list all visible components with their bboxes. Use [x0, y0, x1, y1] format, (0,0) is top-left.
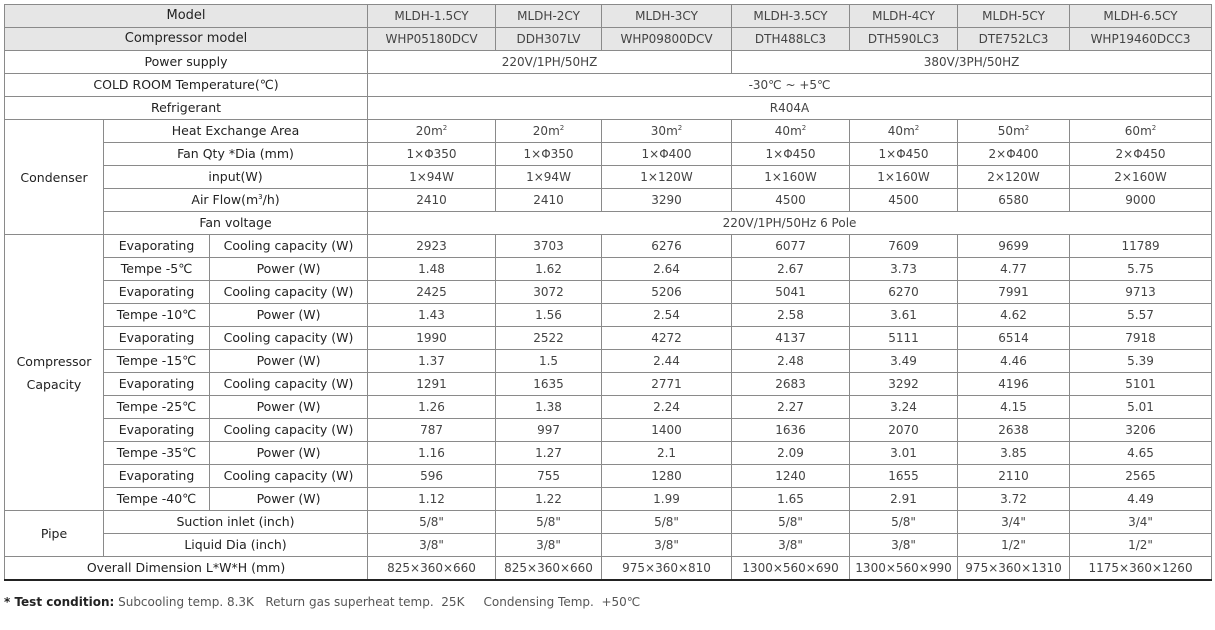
fan-qty-label: Fan Qty *Dia (mm): [104, 143, 368, 166]
cooling-capacity-value: 2110: [958, 465, 1070, 488]
cooling-capacity-value: 2683: [732, 373, 850, 396]
power-value: 3.85: [958, 442, 1070, 465]
fan-qty-value: 2×Φ400: [958, 143, 1070, 166]
suction-inlet-value: 5/8": [732, 511, 850, 534]
power-label: Power (W): [210, 488, 368, 511]
table-row: [5, 281, 1212, 304]
power-supply-label: Power supply: [5, 51, 368, 74]
cooling-capacity-value: 3072: [496, 281, 602, 304]
fan-qty-value: 1×Φ400: [602, 143, 732, 166]
power-value: 5.57: [1070, 304, 1212, 327]
heat-exchange-area: [602, 120, 732, 143]
cooling-capacity-value: 7991: [958, 281, 1070, 304]
cooling-capacity-value: 6276: [602, 235, 732, 258]
overall-dimension-value: 1300×560×990: [850, 557, 958, 581]
cooling-capacity-label: Cooling capacity (W): [210, 235, 368, 258]
cooling-capacity-label: Cooling capacity (W): [210, 419, 368, 442]
power-value: 3.24: [850, 396, 958, 419]
heat-exchange-number: 20: [532, 124, 549, 138]
fan-qty-value: 1×Φ350: [368, 143, 496, 166]
table-row: [5, 327, 1212, 350]
refrigerant-label: Refrigerant: [5, 97, 368, 120]
cooling-capacity-value: 7609: [850, 235, 958, 258]
airflow-label-unit: /h): [262, 192, 280, 207]
fan-qty-value: 1×Φ350: [496, 143, 602, 166]
power-value: 3.72: [958, 488, 1070, 511]
cooling-capacity-value: 1990: [368, 327, 496, 350]
footnote-text: Subcooling temp. 8.3K Return gas superheat temp. 25K Condensing Temp. +50℃: [114, 595, 641, 609]
heat-exchange-exponent: 2: [1151, 124, 1157, 132]
heat-exchange-area: [850, 120, 958, 143]
airflow-value: 2410: [368, 189, 496, 212]
liquid-dia-value: 3/8": [850, 534, 958, 557]
evaporating-label: Evaporating: [104, 281, 210, 304]
cooling-capacity-value: 1400: [602, 419, 732, 442]
input-value: 1×160W: [732, 166, 850, 189]
cooling-capacity-value: 2070: [850, 419, 958, 442]
model-name: MLDH-2CY: [496, 5, 602, 28]
table-row: [5, 166, 1212, 189]
compressor-model: DDH307LV: [496, 28, 602, 51]
cooling-capacity-value: 2565: [1070, 465, 1212, 488]
suction-inlet-value: 5/8": [496, 511, 602, 534]
input-value: 2×160W: [1070, 166, 1212, 189]
suction-inlet-value: 3/4": [958, 511, 1070, 534]
power-value: 5.39: [1070, 350, 1212, 373]
input-value: 2×120W: [958, 166, 1070, 189]
airflow-value: 4500: [732, 189, 850, 212]
cooling-capacity-value: 1655: [850, 465, 958, 488]
fan-qty-value: 1×Φ450: [850, 143, 958, 166]
cooling-capacity-value: 5111: [850, 327, 958, 350]
cooling-capacity-label: Cooling capacity (W): [210, 281, 368, 304]
heat-exchange-number: 60: [1124, 124, 1141, 138]
power-value: 1.12: [368, 488, 496, 511]
cooling-capacity-value: 11789: [1070, 235, 1212, 258]
test-condition-footnote: [4, 595, 640, 609]
power-label: Power (W): [210, 350, 368, 373]
cooling-capacity-value: 9699: [958, 235, 1070, 258]
power-value: 3.61: [850, 304, 958, 327]
cooling-capacity-value: 1636: [732, 419, 850, 442]
overall-dimension-value: 825×360×660: [496, 557, 602, 581]
evaporating-label: Evaporating: [104, 235, 210, 258]
power-label: Power (W): [210, 258, 368, 281]
cooling-capacity-value: 3703: [496, 235, 602, 258]
table-row: [5, 189, 1212, 212]
power-value: 2.64: [602, 258, 732, 281]
liquid-dia-value: 3/8": [368, 534, 496, 557]
footnote-title: * Test condition:: [4, 595, 115, 609]
cooling-capacity-value: 5101: [1070, 373, 1212, 396]
power-value: 3.73: [850, 258, 958, 281]
compressor-model: DTE752LC3: [958, 28, 1070, 51]
table-row: [5, 419, 1212, 442]
cooling-capacity-value: 4196: [958, 373, 1070, 396]
compressor-model-label: Compressor model: [5, 28, 368, 51]
heat-exchange-number: 20: [415, 124, 432, 138]
power-value: 1.43: [368, 304, 496, 327]
liquid-dia-value: 3/8": [732, 534, 850, 557]
heat-exchange-exponent: 2: [914, 124, 920, 132]
table-row: [5, 304, 1212, 327]
heat-exchange-unit: m: [790, 124, 802, 138]
power-value: 1.16: [368, 442, 496, 465]
cooling-capacity-label: Cooling capacity (W): [210, 373, 368, 396]
cooling-capacity-value: 1291: [368, 373, 496, 396]
power-value: 4.62: [958, 304, 1070, 327]
heat-exchange-unit: m: [1013, 124, 1025, 138]
liquid-dia-value: 1/2": [1070, 534, 1212, 557]
power-value: 2.24: [602, 396, 732, 419]
power-value: 1.48: [368, 258, 496, 281]
model-name: MLDH-3CY: [602, 5, 732, 28]
power-value: 5.75: [1070, 258, 1212, 281]
cooling-capacity-value: 2425: [368, 281, 496, 304]
evaporating-temp-label: Tempe -15℃: [104, 350, 210, 373]
heat-exchange-exponent: 2: [677, 124, 683, 132]
spec-table: [4, 4, 1212, 581]
table-row: [5, 235, 1212, 258]
refrigerant-value: R404A: [368, 97, 1212, 120]
cooling-capacity-value: 2923: [368, 235, 496, 258]
power-value: 3.49: [850, 350, 958, 373]
compressor-model: DTH590LC3: [850, 28, 958, 51]
power-value: 1.27: [496, 442, 602, 465]
evaporating-label: Evaporating: [104, 373, 210, 396]
cold-room-temp-value: -30℃ ~ +5℃: [368, 74, 1212, 97]
table-row: [5, 51, 1212, 74]
table-row: [5, 258, 1212, 281]
heat-exchange-exponent: 2: [442, 124, 448, 132]
power-label: Power (W): [210, 304, 368, 327]
overall-dimension-value: 1175×360×1260: [1070, 557, 1212, 581]
input-value: 1×160W: [850, 166, 958, 189]
cooling-capacity-value: 2638: [958, 419, 1070, 442]
power-value: 4.49: [1070, 488, 1212, 511]
table-row: [5, 143, 1212, 166]
table-row: [5, 28, 1212, 51]
liquid-dia-value: 3/8": [496, 534, 602, 557]
power-value: 1.65: [732, 488, 850, 511]
heat-exchange-unit: m: [666, 124, 678, 138]
input-label: input(W): [104, 166, 368, 189]
heat-exchange-area: [958, 120, 1070, 143]
overall-dimension-value: 975×360×810: [602, 557, 732, 581]
cooling-capacity-value: 2522: [496, 327, 602, 350]
evaporating-label: Evaporating: [104, 327, 210, 350]
power-label: Power (W): [210, 396, 368, 419]
model-name: MLDH-6.5CY: [1070, 5, 1212, 28]
condenser-group-label: Condenser: [5, 120, 104, 235]
power-value: 2.67: [732, 258, 850, 281]
airflow-label: [104, 189, 368, 212]
airflow-label-text: Air Flow(m: [191, 192, 259, 207]
power-value: 1.26: [368, 396, 496, 419]
input-value: 1×120W: [602, 166, 732, 189]
table-row: [5, 534, 1212, 557]
power-supply-three-phase: 380V/3PH/50HZ: [732, 51, 1212, 74]
power-value: 3.01: [850, 442, 958, 465]
airflow-value: 4500: [850, 189, 958, 212]
power-value: 2.09: [732, 442, 850, 465]
compressor-model: WHP19460DCC3: [1070, 28, 1212, 51]
power-value: 2.1: [602, 442, 732, 465]
heat-exchange-exponent: 2: [1024, 124, 1030, 132]
heat-exchange-unit: m: [903, 124, 915, 138]
fan-qty-value: 2×Φ450: [1070, 143, 1212, 166]
power-value: 1.56: [496, 304, 602, 327]
heat-exchange-unit: m: [1140, 124, 1152, 138]
overall-dimension-value: 825×360×660: [368, 557, 496, 581]
compressor-model: WHP09800DCV: [602, 28, 732, 51]
power-value: 2.27: [732, 396, 850, 419]
power-value: 4.15: [958, 396, 1070, 419]
power-value: 5.01: [1070, 396, 1212, 419]
cold-room-temp-label: COLD ROOM Temperature(℃): [5, 74, 368, 97]
airflow-value: 3290: [602, 189, 732, 212]
evaporating-temp-label: Tempe -35℃: [104, 442, 210, 465]
table-row: [5, 511, 1212, 534]
liquid-dia-label: Liquid Dia (inch): [104, 534, 368, 557]
table-row: [5, 350, 1212, 373]
evaporating-temp-label: Tempe -10℃: [104, 304, 210, 327]
model-name: MLDH-1.5CY: [368, 5, 496, 28]
cooling-capacity-value: 3206: [1070, 419, 1212, 442]
power-value: 1.62: [496, 258, 602, 281]
compressor-model: DTH488LC3: [732, 28, 850, 51]
table-row: [5, 212, 1212, 235]
heat-exchange-number: 50: [997, 124, 1014, 138]
cooling-capacity-value: 4137: [732, 327, 850, 350]
cooling-capacity-value: 5206: [602, 281, 732, 304]
cooling-capacity-value: 755: [496, 465, 602, 488]
table-row: [5, 5, 1212, 28]
cooling-capacity-value: 787: [368, 419, 496, 442]
pipe-group-label: Pipe: [5, 511, 104, 557]
cooling-capacity-label: Cooling capacity (W): [210, 465, 368, 488]
model-name: MLDH-3.5CY: [732, 5, 850, 28]
cooling-capacity-value: 3292: [850, 373, 958, 396]
power-value: 1.99: [602, 488, 732, 511]
liquid-dia-value: 1/2": [958, 534, 1070, 557]
table-row: [5, 488, 1212, 511]
table-row: [5, 120, 1212, 143]
model-name: MLDH-5CY: [958, 5, 1070, 28]
input-value: 1×94W: [496, 166, 602, 189]
heat-exchange-label: Heat Exchange Area: [104, 120, 368, 143]
power-value: 1.22: [496, 488, 602, 511]
cooling-capacity-value: 596: [368, 465, 496, 488]
overall-dimension-label: Overall Dimension L*W*H (mm): [5, 557, 368, 581]
cooling-capacity-value: 7918: [1070, 327, 1212, 350]
model-name: MLDH-4CY: [850, 5, 958, 28]
heat-exchange-area: [496, 120, 602, 143]
airflow-value: 6580: [958, 189, 1070, 212]
evaporating-label: Evaporating: [104, 465, 210, 488]
overall-dimension-value: 1300×560×690: [732, 557, 850, 581]
table-row: [5, 442, 1212, 465]
compressor-model: WHP05180DCV: [368, 28, 496, 51]
evaporating-temp-label: Tempe -5℃: [104, 258, 210, 281]
airflow-value: 2410: [496, 189, 602, 212]
power-value: 2.48: [732, 350, 850, 373]
power-value: 1.5: [496, 350, 602, 373]
table-row: [5, 465, 1212, 488]
power-value: 4.65: [1070, 442, 1212, 465]
evaporating-temp-label: Tempe -40℃: [104, 488, 210, 511]
model-label: Model: [5, 5, 368, 28]
fan-voltage-value: 220V/1PH/50Hz 6 Pole: [368, 212, 1212, 235]
suction-inlet-value: 5/8": [602, 511, 732, 534]
suction-inlet-value: 5/8": [850, 511, 958, 534]
input-value: 1×94W: [368, 166, 496, 189]
power-supply-single-phase: 220V/1PH/50HZ: [368, 51, 732, 74]
evaporating-temp-label: Tempe -25℃: [104, 396, 210, 419]
fan-qty-value: 1×Φ450: [732, 143, 850, 166]
cooling-capacity-value: 2771: [602, 373, 732, 396]
power-value: 2.44: [602, 350, 732, 373]
cooling-capacity-value: 1240: [732, 465, 850, 488]
power-value: 1.38: [496, 396, 602, 419]
heat-exchange-unit: m: [431, 124, 443, 138]
suction-inlet-label: Suction inlet (inch): [104, 511, 368, 534]
heat-exchange-area: [368, 120, 496, 143]
cooling-capacity-value: 9713: [1070, 281, 1212, 304]
suction-inlet-value: 5/8": [368, 511, 496, 534]
airflow-label-exponent: 3: [258, 192, 263, 201]
cooling-capacity-label: Cooling capacity (W): [210, 327, 368, 350]
cooling-capacity-value: 6077: [732, 235, 850, 258]
power-value: 4.77: [958, 258, 1070, 281]
fan-voltage-label: Fan voltage: [104, 212, 368, 235]
cooling-capacity-value: 4272: [602, 327, 732, 350]
cooling-capacity-value: 5041: [732, 281, 850, 304]
power-value: 2.58: [732, 304, 850, 327]
cooling-capacity-value: 1280: [602, 465, 732, 488]
compressor-capacity-group-label: Compressor Capacity: [5, 235, 104, 511]
heat-exchange-exponent: 2: [801, 124, 807, 132]
power-label: Power (W): [210, 442, 368, 465]
table-row: [5, 74, 1212, 97]
cooling-capacity-value: 997: [496, 419, 602, 442]
heat-exchange-area: [732, 120, 850, 143]
cooling-capacity-value: 6514: [958, 327, 1070, 350]
heat-exchange-exponent: 2: [559, 124, 565, 132]
table-row: [5, 557, 1212, 581]
evaporating-label: Evaporating: [104, 419, 210, 442]
heat-exchange-number: 40: [887, 124, 904, 138]
airflow-value: 9000: [1070, 189, 1212, 212]
cooling-capacity-value: 6270: [850, 281, 958, 304]
heat-exchange-area: [1070, 120, 1212, 143]
liquid-dia-value: 3/8": [602, 534, 732, 557]
heat-exchange-number: 30: [650, 124, 667, 138]
power-value: 4.46: [958, 350, 1070, 373]
table-row: [5, 373, 1212, 396]
suction-inlet-value: 3/4": [1070, 511, 1212, 534]
cooling-capacity-value: 1635: [496, 373, 602, 396]
power-value: 2.54: [602, 304, 732, 327]
power-value: 2.91: [850, 488, 958, 511]
heat-exchange-unit: m: [548, 124, 560, 138]
table-row: [5, 97, 1212, 120]
power-value: 1.37: [368, 350, 496, 373]
table-row: [5, 396, 1212, 419]
overall-dimension-value: 975×360×1310: [958, 557, 1070, 581]
heat-exchange-number: 40: [774, 124, 791, 138]
